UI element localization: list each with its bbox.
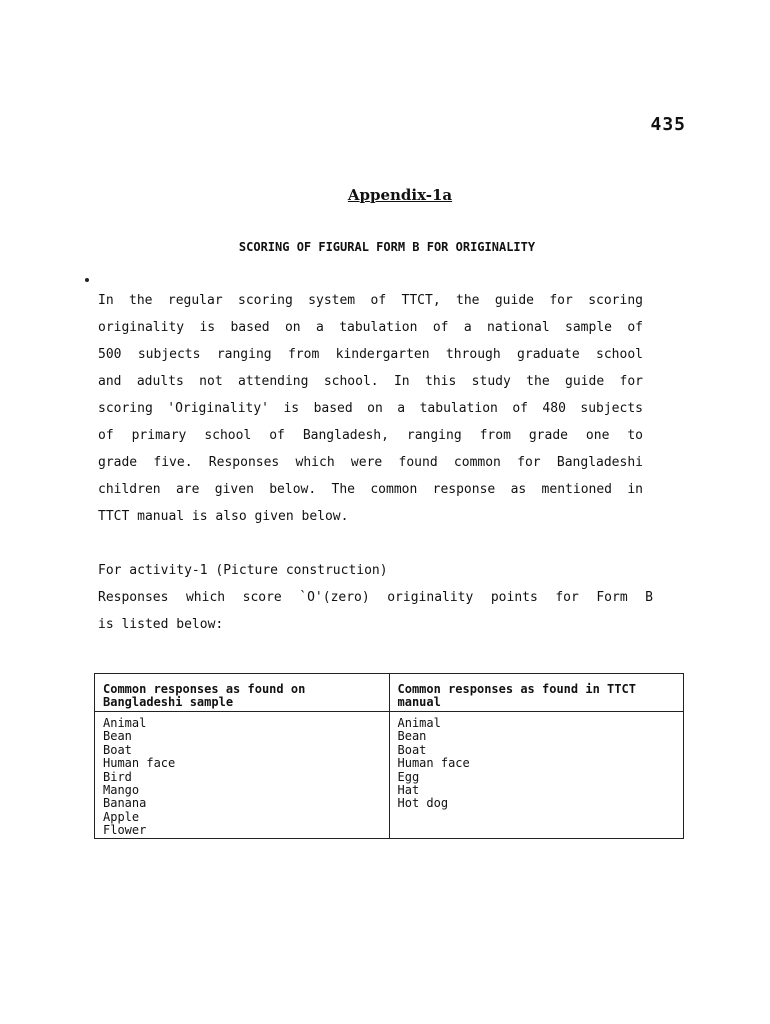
activity-line: For activity-1 (Picture construction) bbox=[98, 563, 388, 578]
section-heading: SCORING OF FIGURAL FORM B FOR ORIGINALITY bbox=[238, 240, 536, 254]
list-item: Animal bbox=[397, 716, 441, 730]
list-item: Hot dog bbox=[397, 796, 449, 811]
bangladeshi-sample-cell bbox=[95, 712, 390, 839]
responses-table-wrapper bbox=[94, 673, 684, 839]
list-item: Bird bbox=[103, 769, 132, 784]
intro-line: children are given below. The common response as mentioned in bbox=[98, 482, 643, 497]
list-item: Egg bbox=[397, 769, 420, 784]
ttct-manual-cell bbox=[389, 712, 684, 839]
list-item: Bean bbox=[397, 729, 427, 744]
activity-paragraph bbox=[98, 557, 653, 638]
intro-line: scoring 'Originality' is based on a tabulation of 480 subjects bbox=[98, 401, 643, 416]
intro-line: originality is based on a tabulation of a national sample of bbox=[98, 320, 643, 335]
appendix-title: Appendix-1a bbox=[347, 186, 453, 204]
list-item: Apple bbox=[103, 809, 140, 824]
header-bangladeshi-sample: Common responses as found on Bangladeshi sample bbox=[95, 674, 390, 712]
intro-line: and adults not attending school. In this study the guide for bbox=[98, 374, 643, 389]
list-item: Bean bbox=[103, 729, 132, 744]
intro-line: of primary school of Bangladesh, ranging from grade one to bbox=[98, 428, 643, 443]
list-item: Animal bbox=[103, 716, 147, 730]
list-item: Human face bbox=[103, 756, 176, 771]
list-item: Mango bbox=[103, 783, 140, 798]
responses-table bbox=[94, 673, 684, 839]
intro-line: 500 subjects ranging from kindergarten through graduate school bbox=[98, 347, 643, 362]
activity-line: Responses which score `O'(zero) originality points for Form B bbox=[98, 590, 653, 605]
list-item: Flower bbox=[103, 823, 147, 838]
intro-line: grade five. Responses which were found common for Bangladeshi bbox=[98, 455, 643, 470]
table-row bbox=[95, 712, 684, 839]
list-item: Hat bbox=[397, 783, 420, 798]
table-header-row bbox=[95, 674, 684, 712]
activity-line: is listed below: bbox=[98, 617, 224, 632]
list-item: Human face bbox=[397, 756, 470, 771]
intro-line: TTCT manual is also given below. bbox=[98, 509, 349, 524]
intro-line: In the regular scoring system of TTCT, the guide for scoring bbox=[98, 293, 643, 308]
header-ttct-manual: Common responses as found in TTCT manual bbox=[389, 674, 684, 712]
list-item: Banana bbox=[103, 796, 147, 811]
list-item: Boat bbox=[397, 742, 427, 757]
intro-paragraph bbox=[98, 287, 643, 530]
page-number: 435 bbox=[650, 114, 686, 135]
stray-dot bbox=[85, 278, 89, 282]
list-item: Boat bbox=[103, 742, 132, 757]
